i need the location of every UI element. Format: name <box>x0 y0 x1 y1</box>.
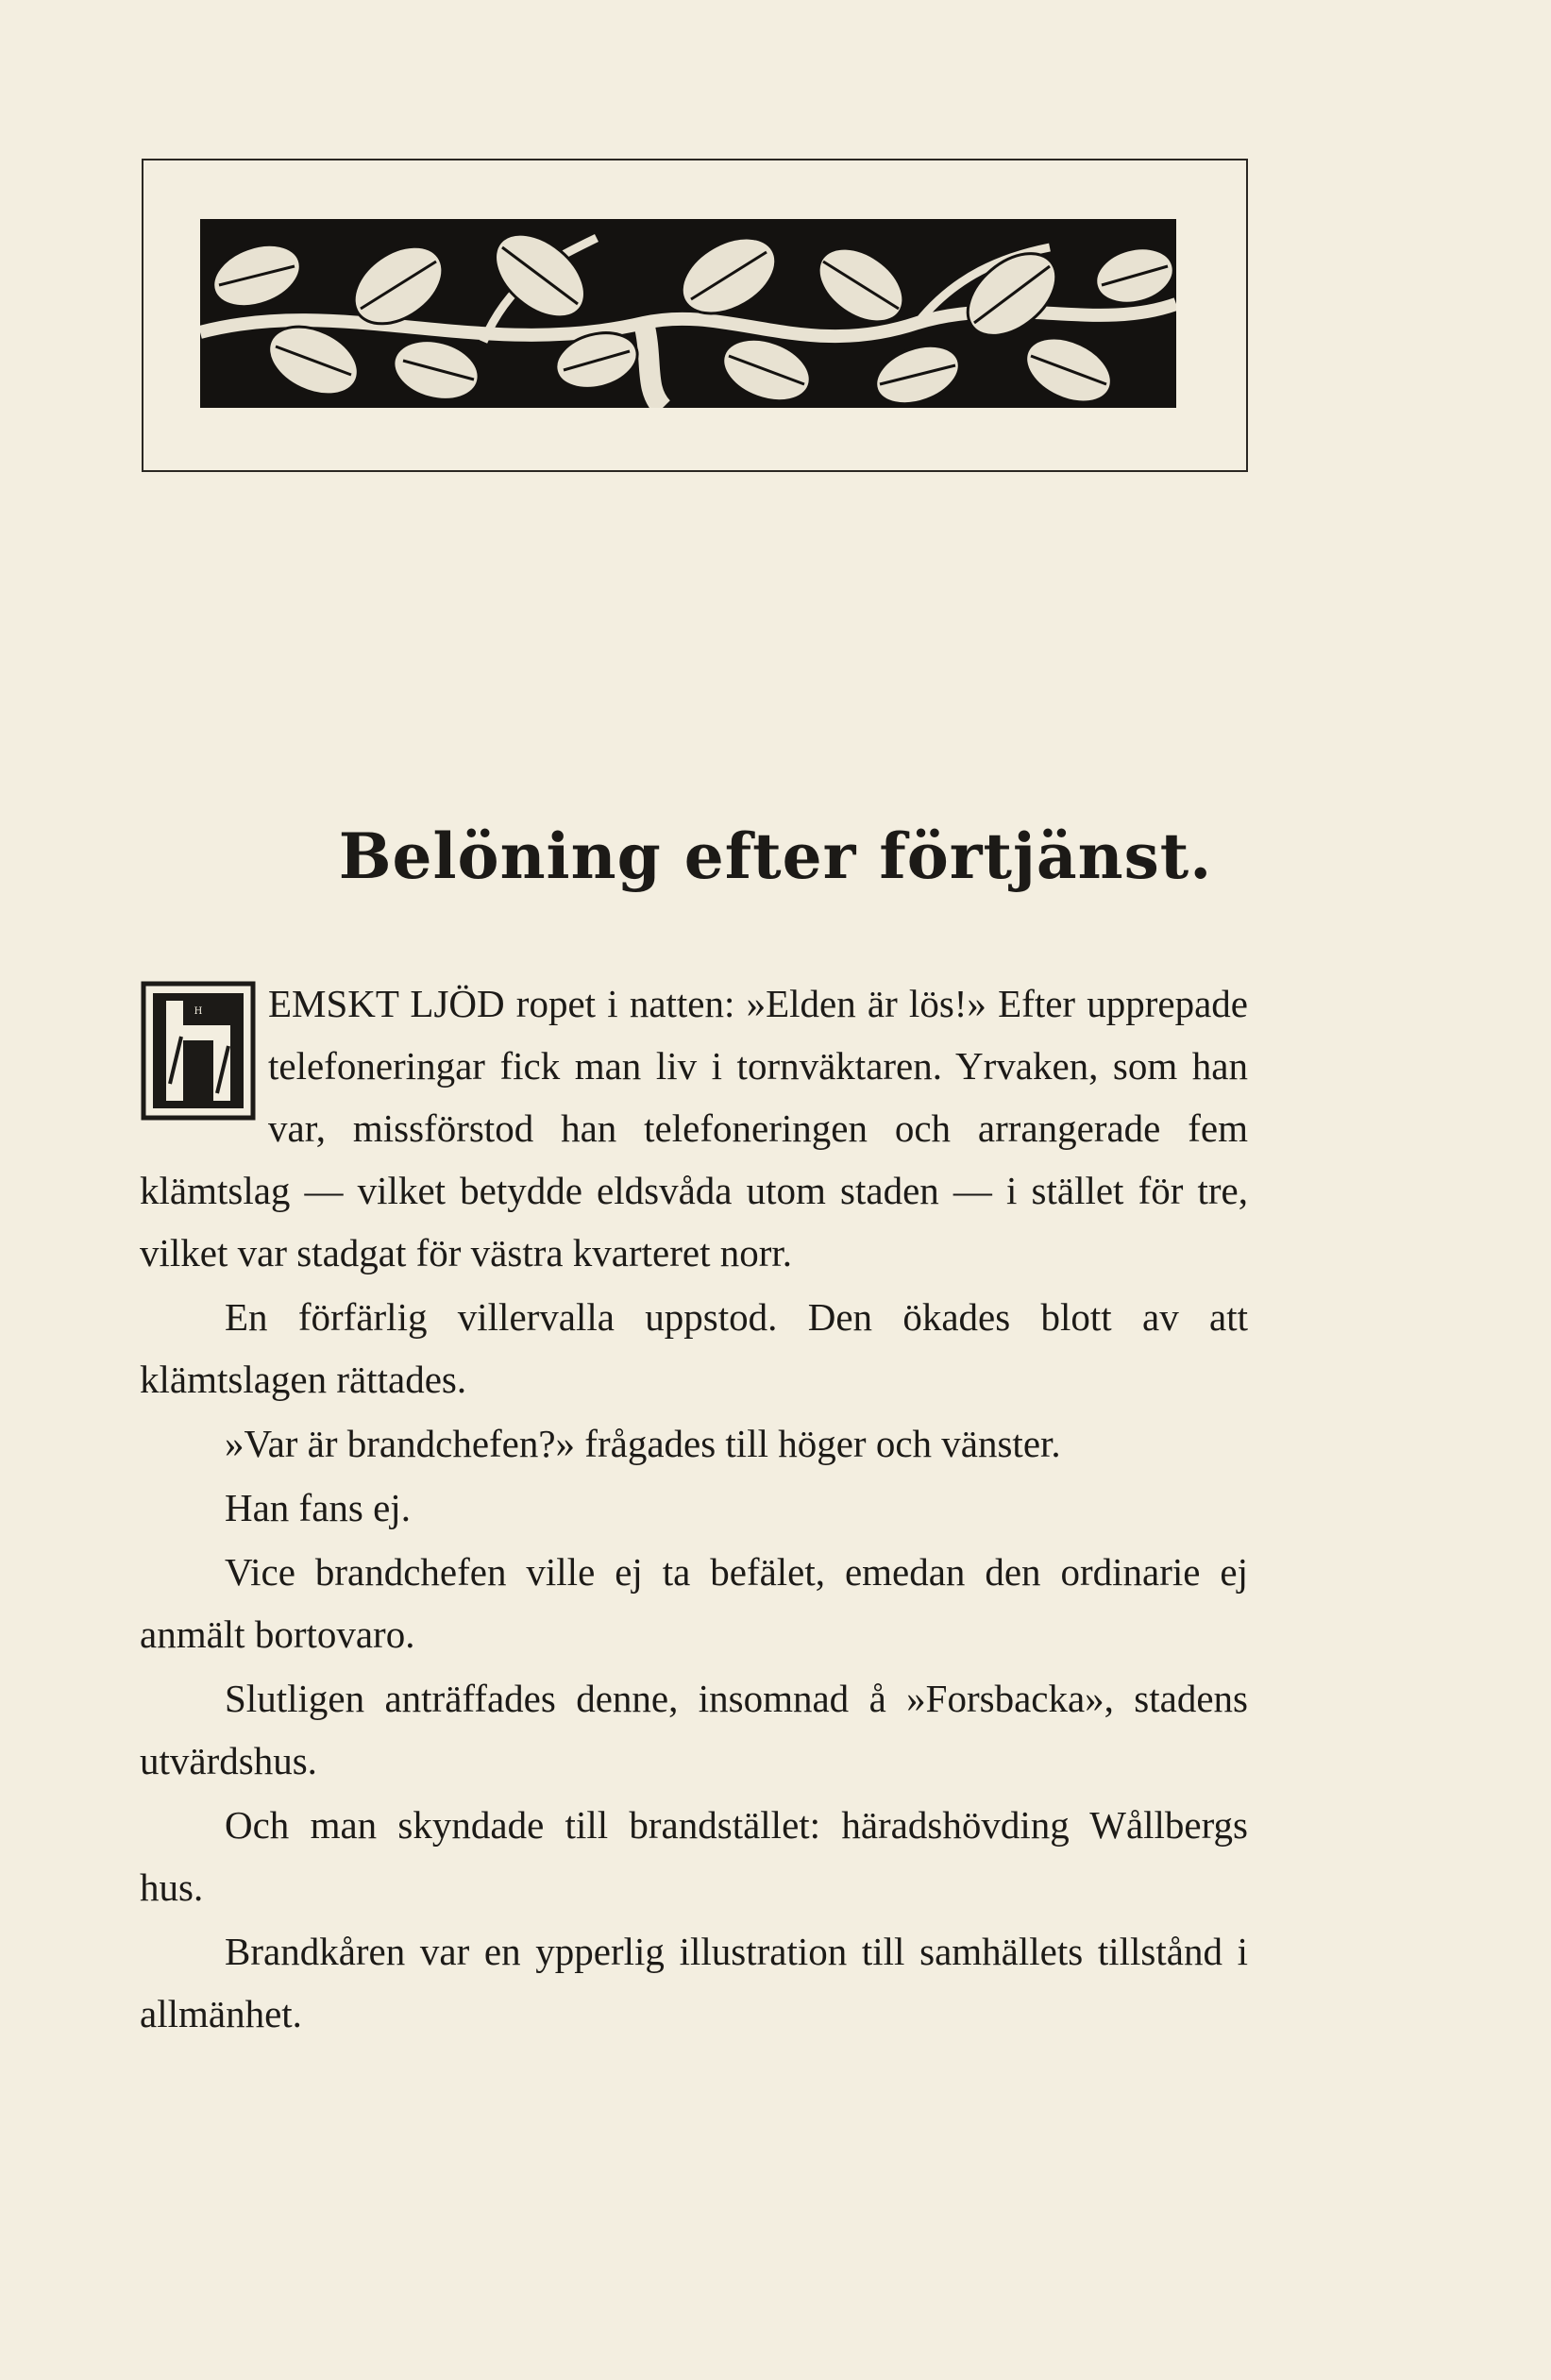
paragraph-text: EMSKT LJÖD ropet i natten: »Elden är lös!» Efter upprepade telefoneringar fick man liv i tornväktaren. Yrvaken, som han var, missförstod han telefoneringen och arrangerade fem klämtslag — vilket betydde eldsvåda utom staden — i stället för tre, vilket var stadgat för västra kvarteret norr. <box>140 982 1248 1274</box>
dropcap-initial <box>140 980 257 1122</box>
paragraph: En förfärlig villervalla uppstod. Den ökades blott av att klämtslagen rättades. <box>140 1295 1248 1401</box>
paragraph: Brandkåren var en ypperlig illustration till samhällets tillstånd i allmänhet. <box>140 1930 1248 2035</box>
leaf-branch-ornament <box>200 219 1176 408</box>
dropcap-letter: H <box>194 1006 203 1017</box>
chapter-title: Belöning efter förtjänst. <box>338 819 1213 893</box>
paragraph: Vice brandchefen ville ej ta befälet, emedan den ordinarie ej anmält bortovaro. <box>140 1550 1248 1656</box>
body-text <box>140 972 1248 2047</box>
paragraph <box>140 972 1248 1284</box>
paragraph: Och man skyndade till brandstället: häradshövding Wållbergs hus. <box>140 1803 1248 1909</box>
paragraph: Han fans ej. <box>225 1486 411 1529</box>
paragraph: »Var är brandchefen?» frågades till höger och vänster. <box>225 1422 1061 1465</box>
paragraph: Slutligen anträffades denne, insomnad å »Forsbacka», stadens utvärdshus. <box>140 1677 1248 1782</box>
